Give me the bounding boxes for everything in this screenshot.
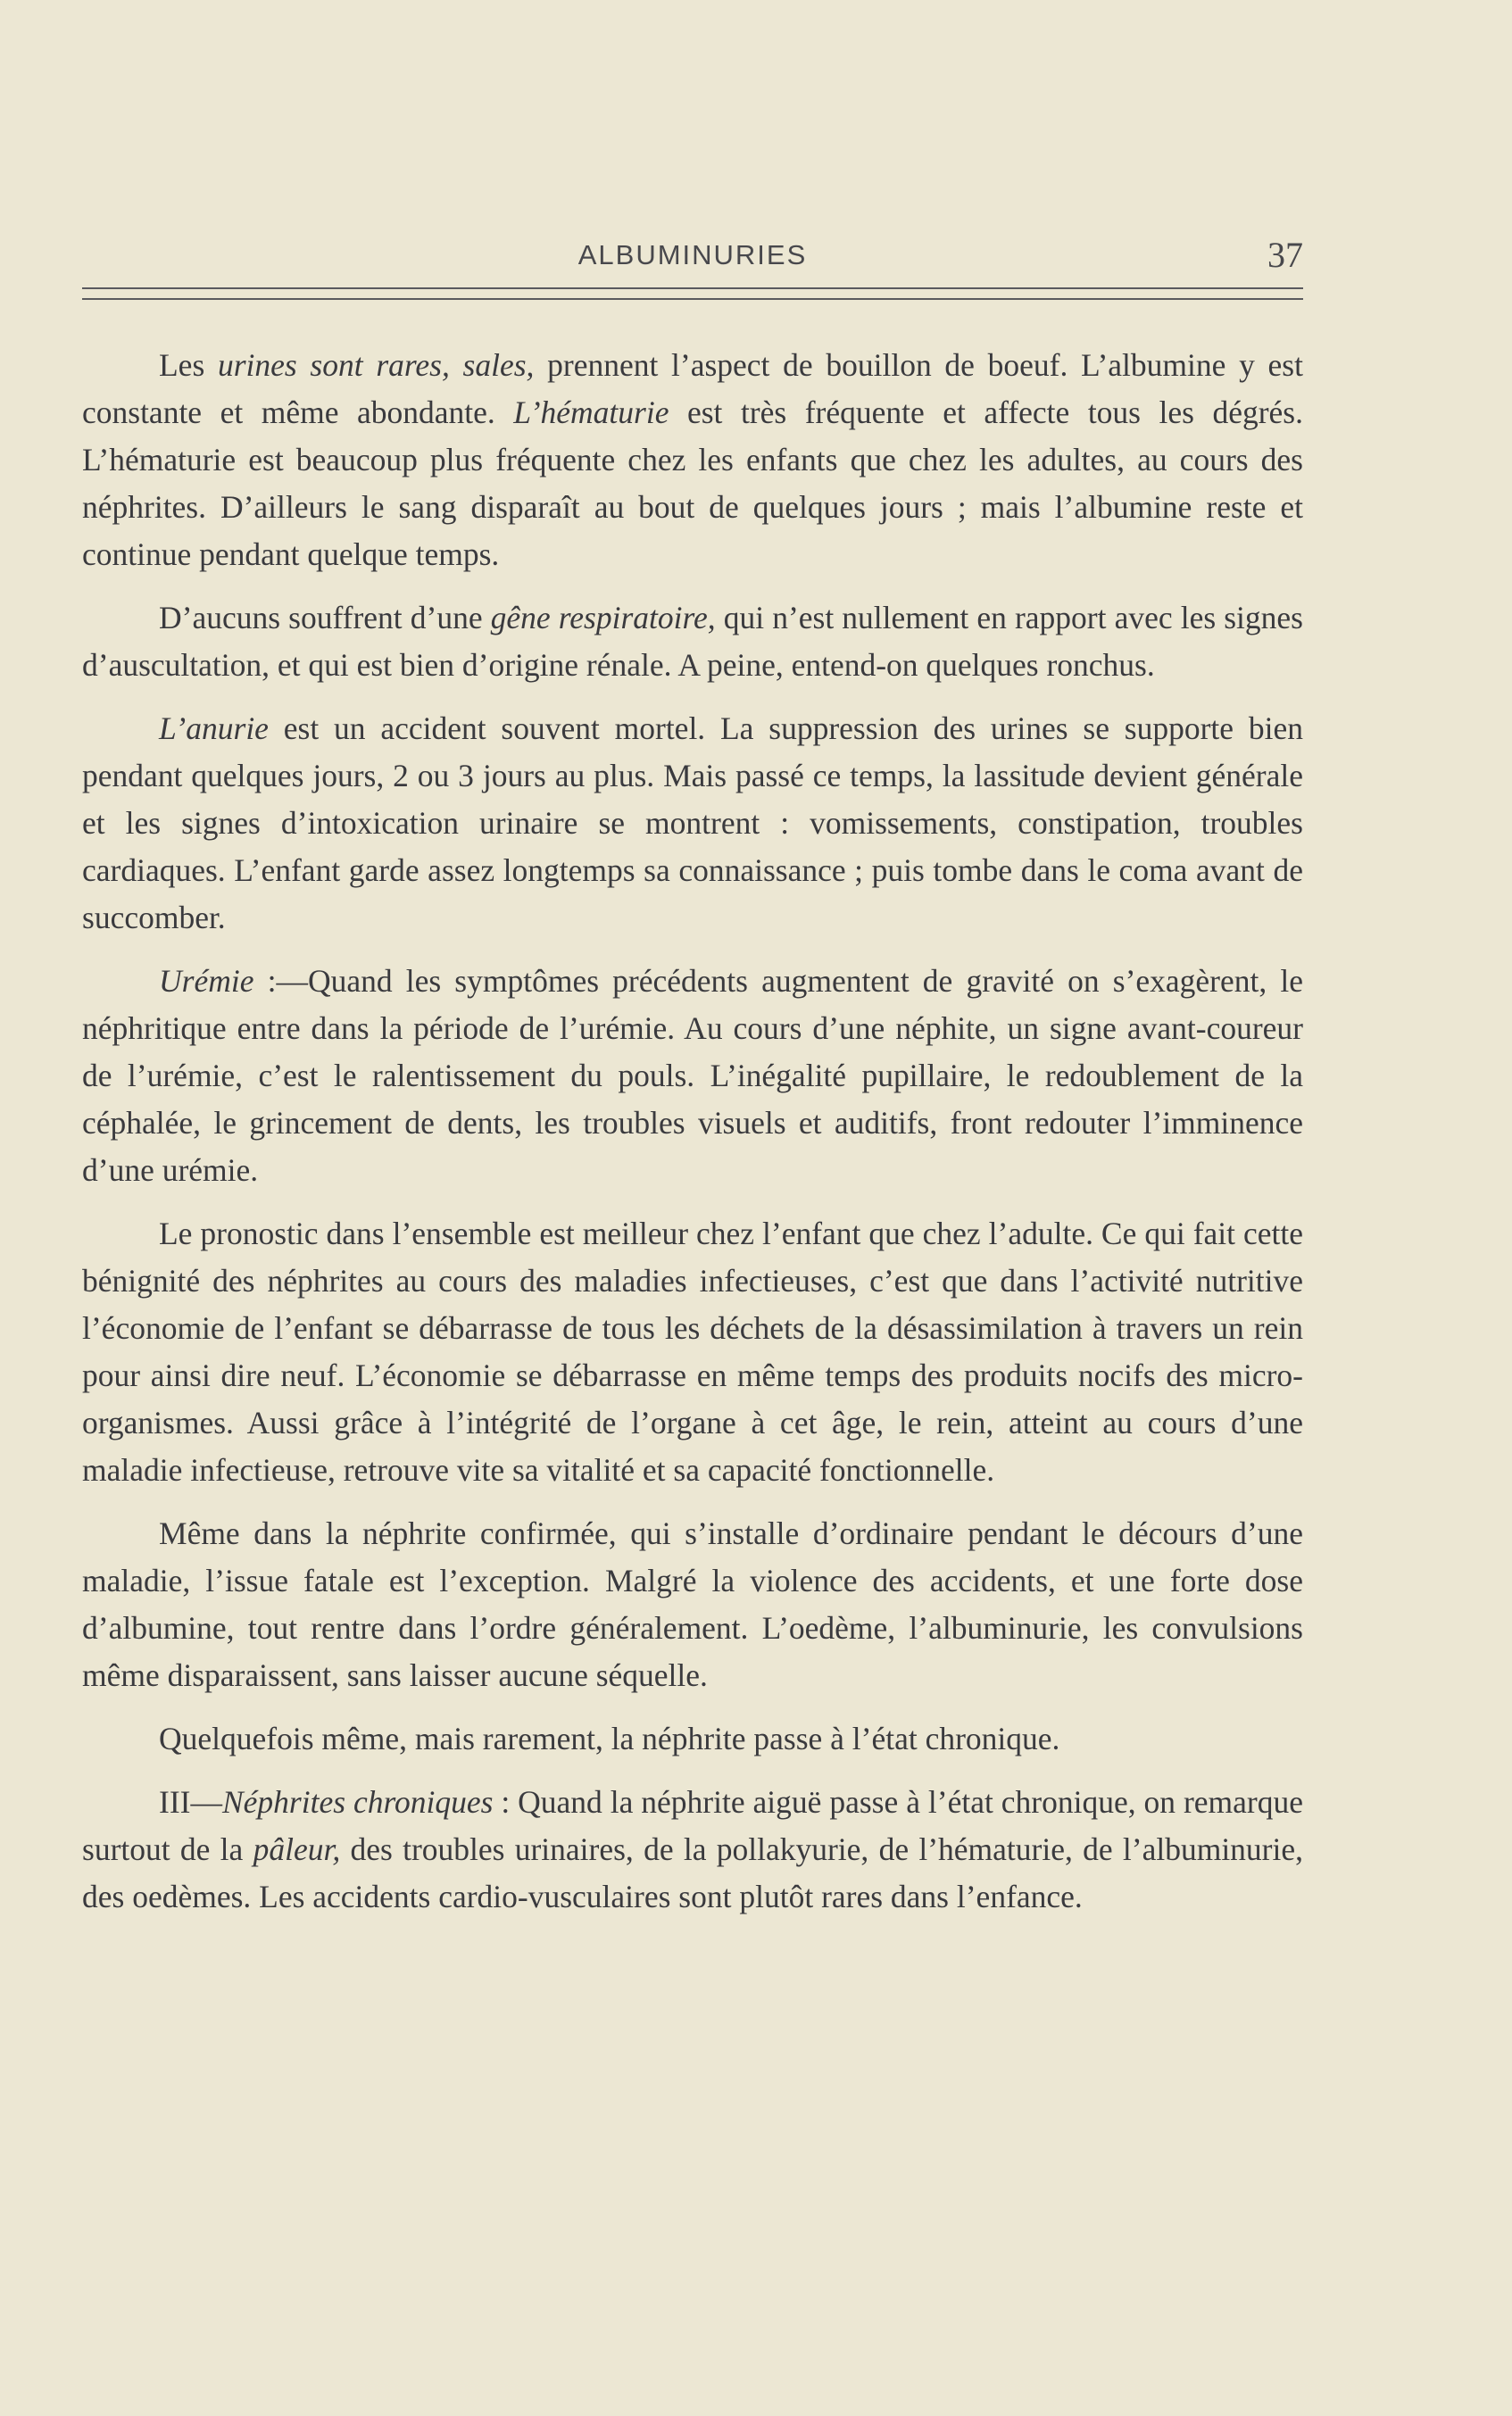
italic-text-segment: L’hématurie	[513, 394, 669, 430]
header-rule-bottom	[82, 298, 1303, 300]
text-segment: D’aucuns souffrent d’une	[159, 600, 491, 635]
italic-text-segment: Urémie	[159, 963, 254, 999]
paragraph	[82, 1779, 1303, 1921]
paragraph	[82, 1510, 1303, 1699]
text-segment: prennent l’aspect de bouillon de boeuf. L’albumine y est constante et même abondante.	[82, 347, 1303, 430]
body-text	[82, 342, 1303, 1937]
running-head	[82, 234, 1303, 278]
text-segment: des troubles urinaires, de la pollakyurie, de l’hématurie, de l’albuminurie, des oedèmes. Les accidents cardio-vusculaires sont plutôt rares dans l’enfance.	[82, 1831, 1303, 1914]
paragraph	[82, 1715, 1303, 1763]
text-segment: III—	[159, 1784, 222, 1820]
paragraph	[82, 958, 1303, 1194]
paragraph	[82, 1210, 1303, 1494]
italic-text-segment: urines sont rares, sales,	[217, 347, 535, 383]
text-segment: Le pronostic dans l’ensemble est meilleur chez l’enfant que chez l’adulte. Ce qui fait cette bénignité des néphrites au cours des maladies infectieuses, c’est que dans l’activité nutritive l’économie de l’enfant se débarrasse de tous les déchets de la désassimilation à travers un rein pour ainsi dire neuf. L’économie se débarrasse en même temps des produits nocifs des micro-organismes. Aussi grâce à l’intégrité de l’organe à cet âge, le rein, atteint au cours d’une maladie infectieuse, retrouve vite sa vitalité et sa capacité fonctionnelle.	[82, 1216, 1303, 1488]
text-segment: qui n’est nullement en rapport avec les signes d’auscultation, et qui est bien d’origine rénale. A peine, entend-on quelques ronchus.	[82, 600, 1303, 683]
italic-text-segment: L’anurie	[159, 710, 269, 746]
text-segment: est très fréquente et affecte tous les dégrés. L’hématurie est beaucoup plus fréquente chez les enfants que chez les adultes, au cours des néphrites. D’ailleurs le sang disparaît au bout de quelques jours ; mais l’albumine reste et continue pendant quelque temps.	[82, 394, 1303, 572]
paragraph	[82, 705, 1303, 942]
italic-text-segment: pâleur,	[253, 1831, 341, 1867]
text-segment: :—Quand les symptômes précédents augmentent de gravité on s’exagèrent, le néphritique entre dans la période de l’urémie. Au cours d’une néphite, un signe avant-coureur de l’urémie, c’est le ralentissement du pouls. L’inégalité pupillaire, le redoublement de la céphalée, le grincement de dents, les troubles visuels et auditifs, front redouter l’imminence d’une urémie.	[82, 963, 1303, 1188]
italic-text-segment: gêne respiratoire,	[490, 600, 716, 635]
text-segment: est un accident souvent mortel. La suppression des urines se supporte bien pendant quelques jours, 2 ou 3 jours au plus. Mais passé ce temps, la lassitude devient générale et les signes d’intoxication urinaire se montrent : vomissements, constipation, troubles cardiaques. L’enfant garde assez longtemps sa connaissance ; puis tombe dans le coma avant de succomber.	[82, 710, 1303, 935]
italic-text-segment: Néphrites chroniques	[221, 1784, 494, 1820]
text-segment: : Quand la néphrite aiguë passe à l’état chronique, on remarque surtout de la	[82, 1784, 1303, 1867]
header-rule-top	[82, 287, 1303, 289]
text-segment: Même dans la néphrite confirmée, qui s’installe d’ordinaire pendant le décours d’une maladie, l’issue fatale est l’exception. Malgré la violence des accidents, et une forte dose d’albumine, tout rentre dans l’ordre généralement. L’oedème, l’albuminurie, les convulsions même disparaissent, sans laisser aucune séquelle.	[82, 1515, 1303, 1693]
text-segment: Les	[159, 347, 218, 383]
page-number: 37	[1267, 235, 1303, 275]
paragraph	[82, 594, 1303, 689]
paragraph	[82, 342, 1303, 578]
text-segment: Quelquefois même, mais rarement, la néphrite passe à l’état chronique.	[159, 1721, 1060, 1756]
running-title: ALBUMINURIES	[577, 239, 808, 270]
